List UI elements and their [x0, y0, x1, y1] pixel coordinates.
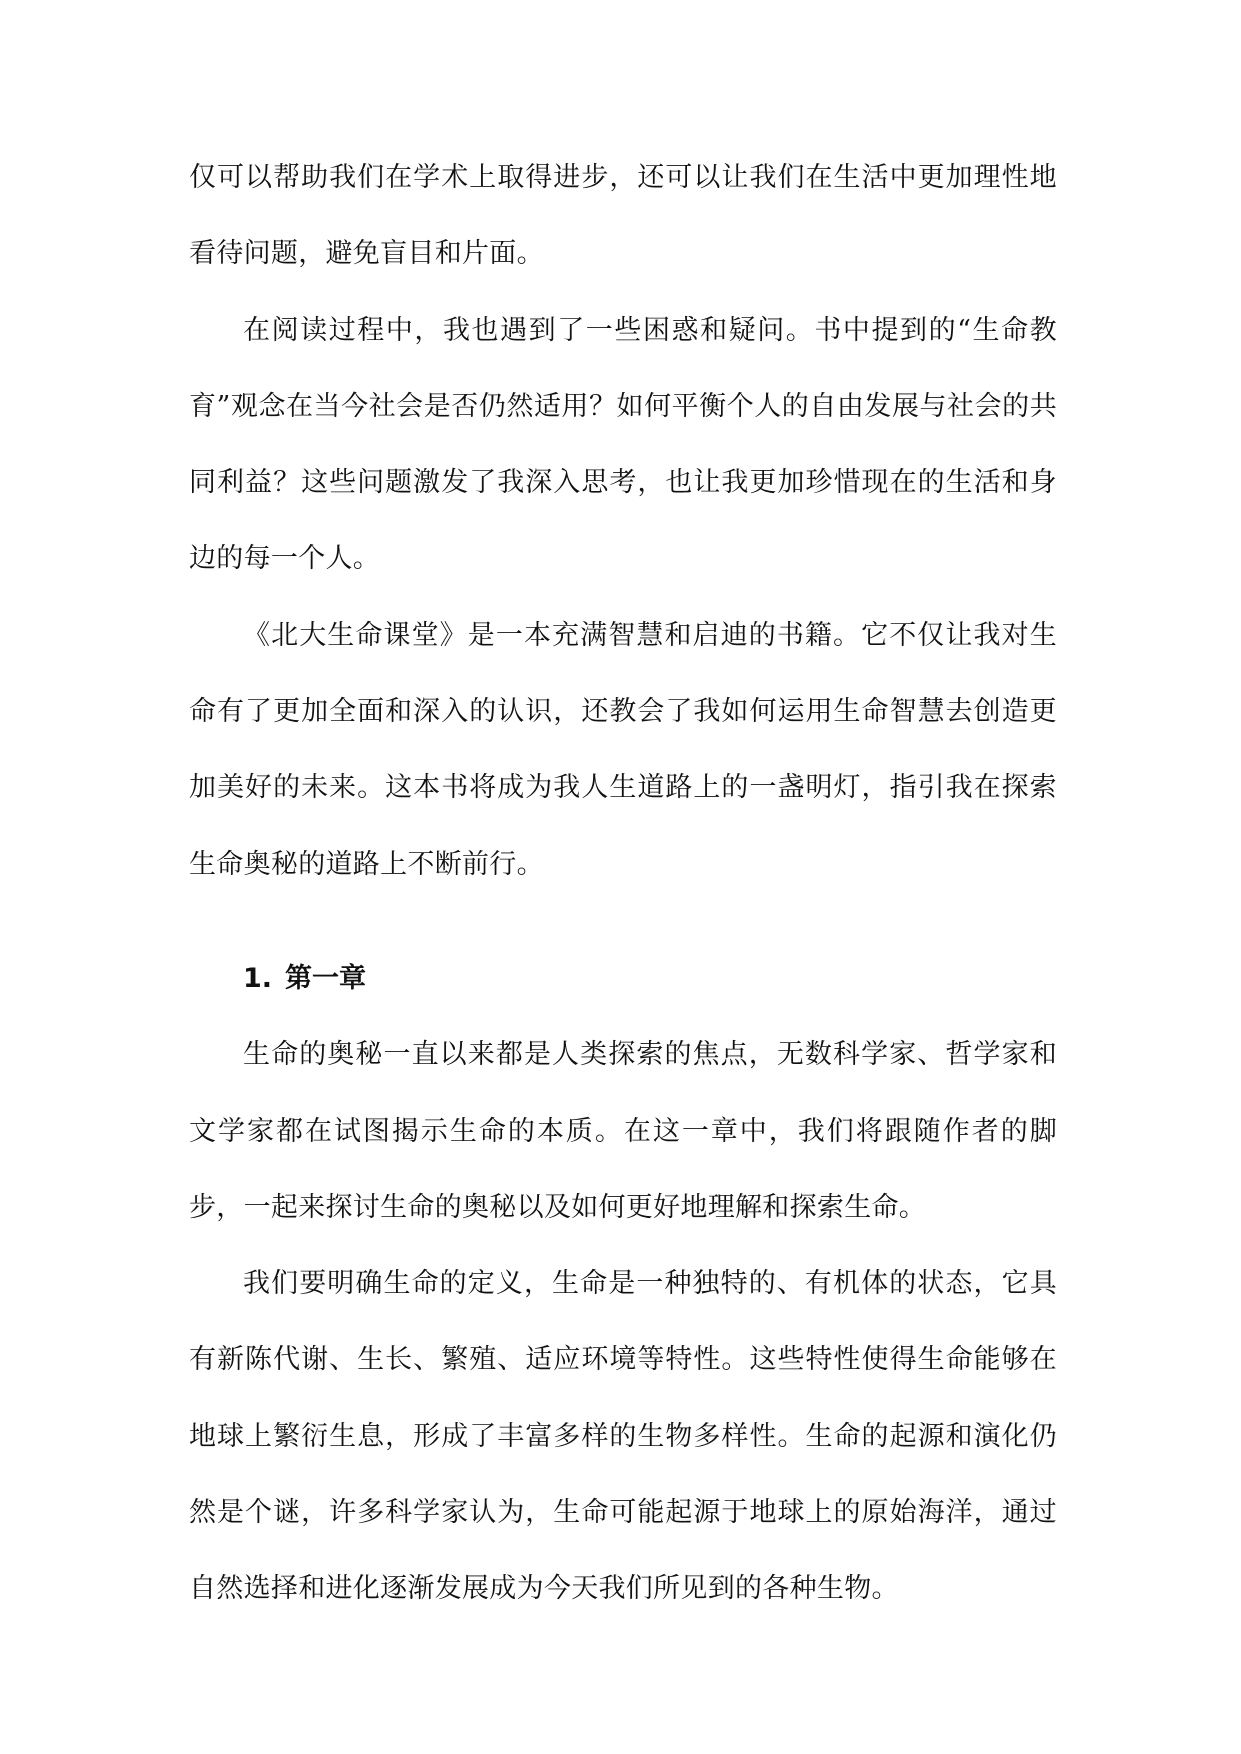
paragraph: 仅可以帮助我们在学术上取得进步，还可以让我们在生活中更加理性地看待问题，避免盲目和片面。 — [189, 162, 1057, 270]
section-heading — [189, 941, 1057, 1017]
paragraph: 生命的奥秘一直以来都是人类探索的焦点，无数科学家、哲学家和文学家都在试图揭示生命的本质。在这一章中，我们将跟随作者的脚步，一起来探讨生命的奥秘以及如何更好地理解和探索生命。 — [189, 1039, 1057, 1223]
document-body — [189, 140, 1057, 1628]
section-number: 1. — [243, 962, 273, 994]
paragraph: 《北大生命课堂》是一本充满智慧和启迪的书籍。它不仅让我对生命有了更加全面和深入的认识，还教会了我如何运用生命智慧去创造更加美好的未来。这本书将成为我人生道路上的一盏明灯，指引我在探索生命奥秘的道路上不断前行。 — [189, 619, 1057, 880]
paragraph: 我们要明确生命的定义，生命是一种独特的、有机体的状态，它具有新陈代谢、生长、繁殖、适应环境等特性。这些特性使得生命能够在地球上繁衍生息，形成了丰富多样的生物多样性。生命的起源和演化仍然是个谜，许多科学家认为，生命可能起源于地球上的原始海洋，通过自然选择和进化逐渐发展成为今天我们所见到的各种生物。 — [189, 1268, 1057, 1605]
paragraph: 在阅读过程中，我也遇到了一些困惑和疑问。书中提到的“生命教育”观念在当今社会是否仍然适用？如何平衡个人的自由发展与社会的共同利益？这些问题激发了我深入思考，也让我更加珍惜现在的生活和身边的每一个人。 — [189, 314, 1057, 575]
section-title: 第一章 — [285, 962, 366, 994]
